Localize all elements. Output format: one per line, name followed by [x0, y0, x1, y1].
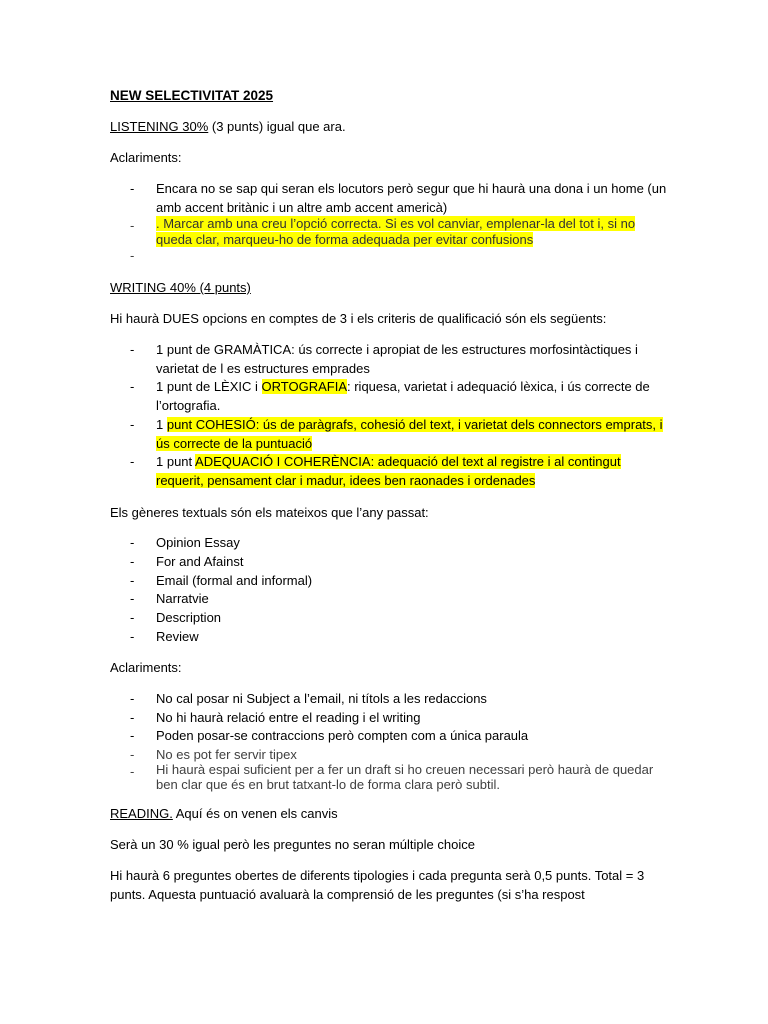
- criteria-text: 1: [156, 417, 167, 432]
- reading-label: READING.: [110, 806, 173, 821]
- note-text: No hi haurà relació entre el reading i el writing: [156, 710, 421, 725]
- writing-heading: WRITING 40% (4 punts): [110, 280, 251, 295]
- listening-heading: [110, 117, 346, 136]
- highlighted-text: . Marcar amb una creu l’opció correcta. Si es vol canviar, emplenar-la del tot i, si no queda clar, marqueu-ho de forma adequada per evitar confusions: [156, 216, 636, 247]
- highlighted-text: ADEQUACIÓ I COHERÈNCIA: adequació del text al registre i al contingut requerit, pensament clar i madur, idees ben raonades i ordenades: [156, 454, 621, 488]
- generes-intro: Els gèneres textuals són els mateixos que l’any passat:: [110, 505, 429, 520]
- aclariments-heading-2: Aclariments:: [110, 660, 182, 675]
- criteria-text: : riquesa, varietat i adequació lèxica, i ús correcte de l’ortografia.: [156, 379, 650, 413]
- listening-rest: (3 punts) igual que ara.: [208, 119, 346, 134]
- genre-text: Opinion Essay: [156, 535, 240, 550]
- list-item-text: Encara no se sap qui seran els locutors però segur que hi haurà una dona i un home (un amb accent britànic i un altre amb accent americà): [156, 181, 667, 215]
- genre-text: Email (formal and informal): [156, 573, 313, 588]
- reading-heading: [110, 804, 338, 823]
- genre-text: Review: [156, 629, 199, 644]
- criteria-text: 1 punt de GRAMÀTICA: ús correcte i apropiat de les estructures morfosintàctiques i varietat de l es estructures emprades: [156, 342, 638, 376]
- list-dash: -: [130, 218, 135, 233]
- reading-paragraph-2-line-2: punts. Aquesta puntuació avaluarà la comprensió de les preguntes (si s’ha respost: [110, 887, 585, 902]
- list-dash: -: [130, 181, 135, 196]
- genre-text: Narratvie: [156, 591, 209, 606]
- listening-label: LISTENING 30%: [110, 119, 209, 134]
- reading-rest: Aquí és on venen els canvis: [172, 806, 338, 821]
- document-title: NEW SELECTIVITAT 2025: [110, 88, 274, 103]
- highlighted-text: punt COHESIÓ: ús de paràgrafs, cohesió del text, i varietat dels connectors emprats, i ús correcte de la puntuació: [156, 417, 663, 451]
- writing-intro: Hi haurà DUES opcions en comptes de 3 i els criteris de qualificació són els següents:: [110, 311, 607, 326]
- note-text: Poden posar-se contraccions però compten com a única paraula: [156, 728, 529, 743]
- criteria-text: 1 punt: [156, 454, 196, 469]
- criteria-text: 1 punt de LÈXIC i: [156, 379, 262, 394]
- note-text: No cal posar ni Subject a l’email, ni títols a les redaccions: [156, 691, 487, 706]
- list-dash: -: [130, 248, 135, 263]
- document-page: NEW SELECTIVITAT 2025 LISTENING 30% (3 punts) igual que ara. Aclariments: - Encara no se sap qui seran els locutors però segur que hi haurà una dona i un home (un amb accent britànic i un altre amb accent americà) - . Marcar amb una creu l’opció correcta. Si es vol canviar, emplenar-la del tot i, si no queda clar, marqueu-ho de forma adequada per evitar confusions - WRITING 40% (4 punts) Hi haurà DUES opcions en comptes de 3 i els criteris de qualificació són els següents: - 1 punt de GRAMÀTICA: ús correcte i apropiat de les estructures morfosintàctiques i varietat de l es estructures emprades - 1 punt de LÈXIC i ORTOGRAFIA: riquesa, varietat i adequació lèxica, i ús correcte de l’ortografia. - 1 punt COHESIÓ: ús de paràgrafs, cohesió del text, i varietat dels connectors emprats, i ús correcte de la puntuació - 1 punt ADEQUACIÓ I COHERÈNCIA: adequació del text al registre i al contingut requerit, pensament clar i madur, idees ben raonades i ordenades Els gèneres textuals són els mateixos que l’any passat: - Opinion Essay - For and Afainst - Email (formal and informal) - Narratvie - Description - Review Aclariments: - No cal posar ni Subject a l’email, ni títols a les redaccions - No hi haurà relació entre el reading i el writing - Poden posar-se contraccions però compten com a única paraula - No es pot fer servir tipex - Hi haurà espai suficient per a fer un draft si ho creuen necessari però haurà de quedar ben clar que és en brut tatxant-lo de forma clara però subtil. READING. Aquí és on venen els canvis Serà un 30 % igual però les preguntes no seran múltiple choice Hi haurà 6 preguntes obertes de diferents tipologies i cada pregunta serà 0,5 punts. Total = 3 punts. Aquesta puntuació avaluarà la comprensió de les preguntes (si s’ha respost: [110, 88, 667, 902]
- reading-paragraph-2-line-1: Hi haurà 6 preguntes obertes de diferents tipologies i cada pregunta serà 0,5 punts. Total = 3: [110, 868, 645, 883]
- note-text: No es pot fer servir tipex: [156, 747, 297, 762]
- highlighted-text: ORTOGRAFIA: [261, 379, 347, 394]
- note-text: Hi haurà espai suficient per a fer un draft si ho creuen necessari però haurà de quedar ben clar que és en brut tatxant-lo de forma clara però subtil.: [156, 762, 654, 792]
- genre-text: For and Afainst: [156, 554, 244, 569]
- genre-text: Description: [156, 610, 222, 625]
- aclariments-heading-1: Aclariments:: [110, 150, 182, 165]
- reading-paragraph-1: Serà un 30 % igual però les preguntes no seran múltiple choice: [110, 837, 475, 852]
